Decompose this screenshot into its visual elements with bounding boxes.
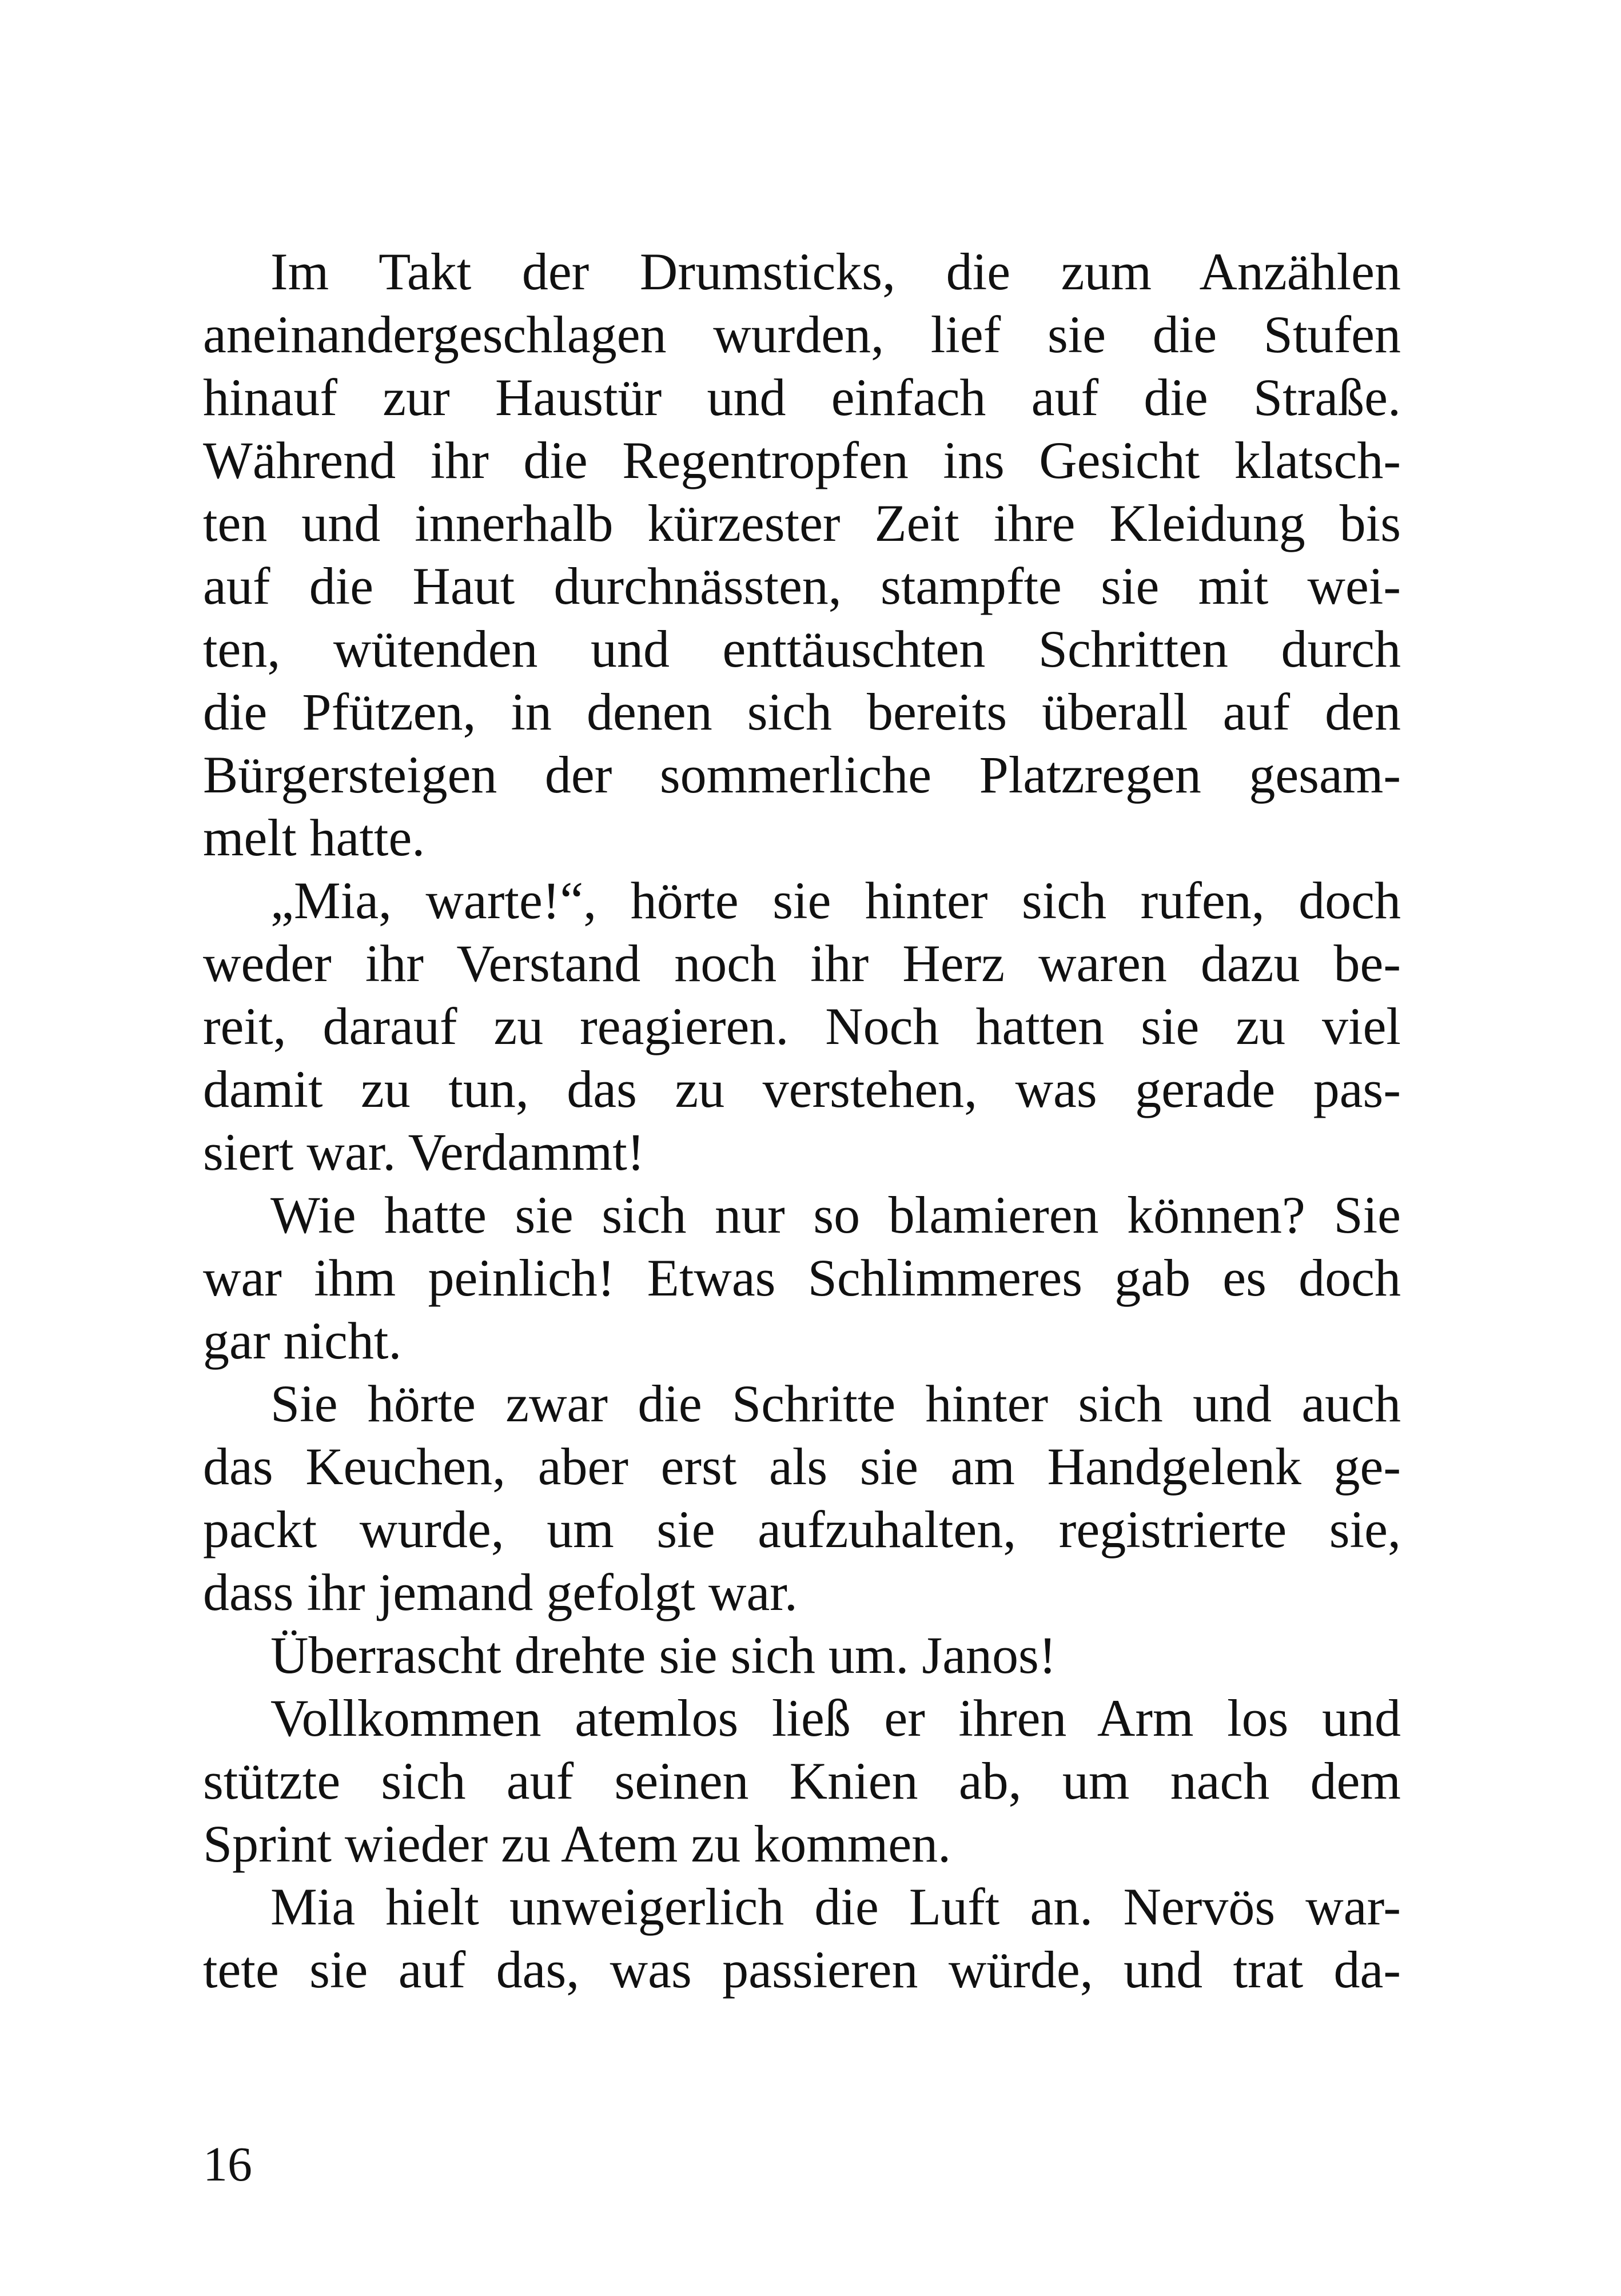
paragraph	[203, 1624, 1401, 1687]
text-line: hinauf zur Haustür und einfach auf die Straße.	[203, 368, 1401, 426]
body-text	[203, 240, 1401, 2001]
text-line: Im Takt der Drumsticks, die zum Anzählen	[270, 242, 1401, 301]
paragraph	[203, 1687, 1401, 1875]
text-line: die Pfützen, in denen sich bereits überall auf den	[203, 683, 1401, 741]
text-line: stützte sich auf seinen Knien ab, um nach dem	[203, 1752, 1401, 1810]
paragraph	[203, 869, 1401, 1183]
paragraph	[203, 1875, 1401, 2001]
text-line: melt hatte.	[203, 808, 425, 867]
text-line: Sie hörte zwar die Schritte hinter sich und auch	[270, 1374, 1401, 1433]
text-line: aneinandergeschlagen wurden, lief sie die Stufen	[203, 305, 1401, 364]
text-line: reit, darauf zu reagieren. Noch hatten sie zu viel	[203, 997, 1401, 1055]
text-line: Während ihr die Regentropfen ins Gesicht klatsch-	[203, 431, 1401, 489]
text-line: Vollkommen atemlos ließ er ihren Arm los und	[270, 1689, 1401, 1747]
text-line: auf die Haut durchnässten, stampfte sie mit wei-	[203, 557, 1401, 615]
text-line: damit zu tun, das zu verstehen, was gerade pas-	[203, 1060, 1401, 1118]
text-line: weder ihr Verstand noch ihr Herz waren dazu be-	[203, 934, 1401, 992]
text-line: Mia hielt unweigerlich die Luft an. Nervös war-	[270, 1878, 1401, 1936]
text-line: Bürgersteigen der sommerliche Platzregen gesam-	[203, 746, 1401, 804]
text-line: dass ihr jemand gefolgt war.	[203, 1563, 798, 1621]
page-number: 16	[203, 2136, 252, 2191]
text-line: das Keuchen, aber erst als sie am Handgelenk ge-	[203, 1437, 1401, 1496]
text-line: Überrascht drehte sie sich um. Janos!	[270, 1626, 1057, 1684]
paragraph	[203, 1372, 1401, 1624]
paragraph	[203, 240, 1401, 869]
text-line: „Mia, warte!“, hörte sie hinter sich rufen, doch	[270, 871, 1401, 930]
text-line: war ihm peinlich! Etwas Schlimmeres gab es doch	[203, 1249, 1401, 1307]
text-line: ten und innerhalb kürzester Zeit ihre Kleidung bis	[203, 494, 1401, 552]
text-line: tete sie auf das, was passieren würde, und trat da-	[203, 1940, 1401, 1999]
text-line: ten, wütenden und enttäuschten Schritten durch	[203, 620, 1401, 678]
text-line: gar nicht.	[203, 1312, 402, 1370]
paragraph	[203, 1183, 1401, 1372]
text-line: Sprint wieder zu Atem zu kommen.	[203, 1815, 951, 1873]
text-line: siert war. Verdammt!	[203, 1123, 645, 1181]
text-line: packt wurde, um sie aufzuhalten, registrierte sie,	[203, 1500, 1401, 1558]
text-line: Wie hatte sie sich nur so blamieren können? Sie	[270, 1186, 1401, 1244]
